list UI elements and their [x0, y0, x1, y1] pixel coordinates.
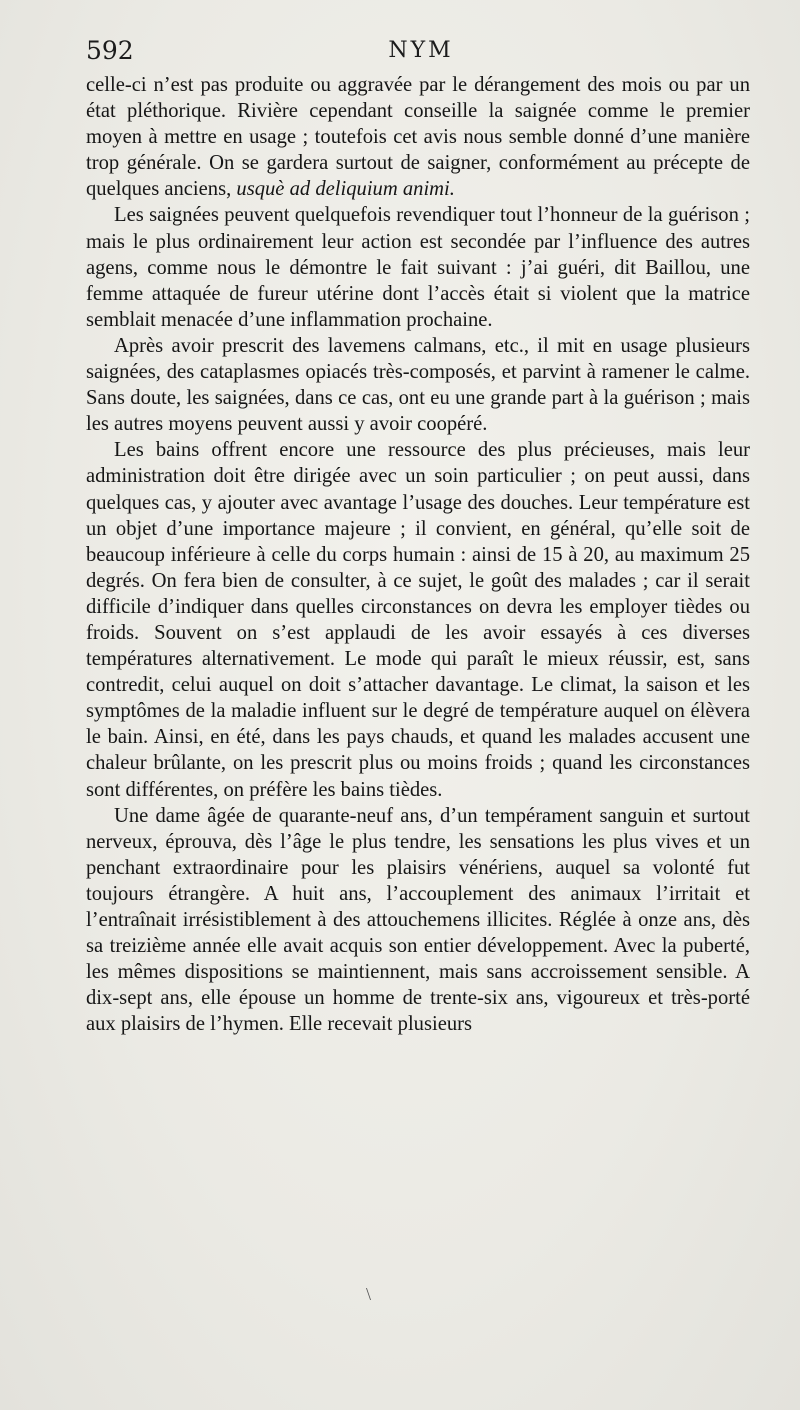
body-text — [86, 72, 750, 1037]
latin-phrase: usquè ad deliquium animi. — [236, 178, 455, 201]
paragraph-5: Une dame âgée de quarante-neuf ans, d’un tempérament sanguin et surtout nerveux, éprouva, dès l’âge le plus tendre, les sensations les plus vives et un penchant extraordinaire pour les plaisirs vénériens, auquel sa volonté fut toujours étrangère. A huit ans, l’accouplement des animaux l’irritait et l’entraînait irrésistiblement à des attouchemens illicites. Réglée à onze ans, dès sa treizième année elle avait acquis son entier développement. Avec la puberté, les mêmes dispositions se maintiennent, mais sans accroissement sensible. A dix-sept ans, elle épouse un homme de trente-six ans, vigoureux et très-porté aux plaisirs de l’hymen. Elle recevait plusieurs — [86, 804, 750, 1036]
paragraph-4: Les bains offrent encore une ressource des plus précieuses, mais leur administration doit être dirigée avec un soin particulier ; on peut aussi, dans quelques cas, y ajouter avec avantage l’usage des douches. Leur température est un objet d’une importance majeure ; il convient, en général, qu’elle soit de beaucoup inférieure à celle du corps humain : ainsi de 15 à 20, au maximum 25 degrés. On fera bien de consulter, à ce sujet, le goût des malades ; car il serait difficile d’indiquer dans quelles circonstances on devra les employer tièdes ou froids. Souvent on s’est applaudi de les avoir essayés à ces diverses températures alternativement. Le mode qui paraît le mieux réussir, est, sans contredit, celui auquel on doit s’attacher davantage. Le climat, la saison et les symptômes de la maladie influent sur le degré de température auquel on élèvera le bain. Ainsi, en été, dans les pays chauds, et quand les malades accusent une chaleur brûlante, on les prescrit plus ou moins froids ; quand les circonstances sont différentes, on préfère les bains tièdes. — [86, 439, 750, 801]
footer-mark: \ — [366, 1284, 372, 1304]
page-header — [86, 36, 756, 68]
paragraph-1-text: celle-ci n’est pas produite ou aggravée par le dérangement des mois ou par un état pléthorique. Rivière cependant conseille la saignée comme le premier moyen à mettre en usage ; toutefois cet avis nous semble donné d’une manière trop générale. On se gardera surtout de saigner, conformément au précepte de quelques anciens, — [86, 74, 750, 201]
paragraph-2: Les saignées peuvent quelquefois revendiquer tout l’honneur de la guérison ; mais le plus ordinairement leur action est secondée par l’influence des autres agens, comme nous le démontre le fait suivant : j’ai guéri, dit Baillou, une femme attaquée de fureur utérine dont l’accès était si violent que la matrice semblait menacée d’une inflammation prochaine. — [86, 204, 750, 331]
paragraph-3: Après avoir prescrit des lavemens calmans, etc., il mit en usage plusieurs saignées, des cataplasmes opiacés très-composés, et parvint à ramener le calme. Sans doute, les saignées, dans ce cas, ont eu une grande part à la guérison ; mais les autres moyens peuvent aussi y avoir coopéré. — [86, 334, 750, 436]
page-number: 592 — [86, 36, 134, 65]
paragraph-1 — [86, 72, 750, 202]
running-title: NYM — [388, 38, 454, 63]
